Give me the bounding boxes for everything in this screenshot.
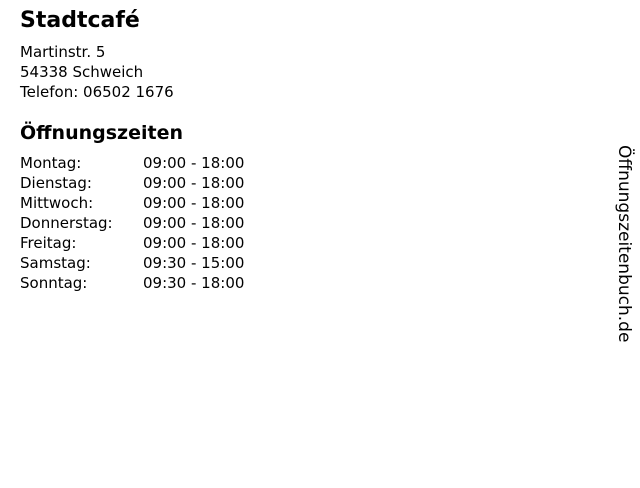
branding-watermark: Öffnungszeitenbuch.de: [614, 145, 634, 343]
time-range: 09:00 - 18:00: [143, 154, 245, 172]
day-label: Freitag:: [20, 234, 77, 252]
business-info-page: [0, 8, 640, 488]
time-range: 09:00 - 18:00: [143, 194, 245, 212]
day-label: Donnerstag:: [20, 214, 113, 232]
postal-city: 54338 Schweich: [20, 63, 144, 81]
day-label: Sonntag:: [20, 274, 88, 292]
opening-hours-row: [20, 173, 640, 193]
address-block: [20, 42, 640, 102]
time-range: 09:30 - 15:00: [143, 254, 245, 272]
time-range: 09:30 - 18:00: [143, 274, 245, 292]
day-label: Mittwoch:: [20, 194, 94, 212]
business-name-title: Stadtcafé: [20, 8, 140, 33]
opening-hours-row: [20, 233, 640, 253]
opening-hours-heading: Öffnungszeiten: [20, 122, 183, 144]
day-label: Samstag:: [20, 254, 91, 272]
time-range: 09:00 - 18:00: [143, 214, 245, 232]
opening-hours-table: [20, 153, 640, 293]
time-range: 09:00 - 18:00: [143, 234, 245, 252]
time-range: 09:00 - 18:00: [143, 174, 245, 192]
opening-hours-row: [20, 213, 640, 233]
street-address: Martinstr. 5: [20, 43, 106, 61]
opening-hours-row: [20, 153, 640, 173]
opening-hours-row: [20, 273, 640, 293]
opening-hours-row: [20, 193, 640, 213]
day-label: Montag:: [20, 154, 82, 172]
day-label: Dienstag:: [20, 174, 92, 192]
phone-number: Telefon: 06502 1676: [20, 83, 174, 101]
opening-hours-row: [20, 253, 640, 273]
